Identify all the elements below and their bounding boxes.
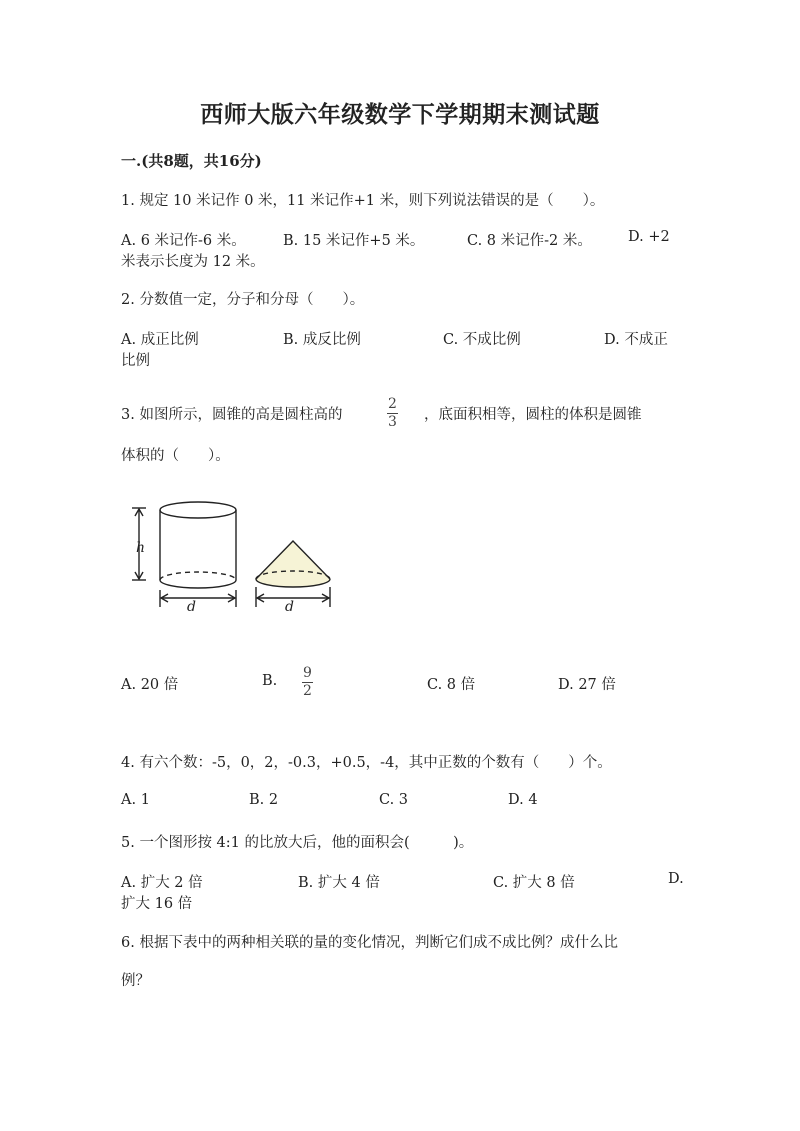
question-2-option-b: B. 成反比例 [283, 332, 361, 348]
question-3-option-a: A. 20 倍 [121, 677, 179, 693]
question-3-option-b-fraction [302, 666, 313, 699]
question-4-option-b: B. 2 [249, 792, 279, 808]
question-1-option-b: B. 15 米记作+5 米。 [283, 233, 425, 249]
question-4-option-c: C. 3 [379, 792, 409, 808]
question-1-stem: 1. 规定 10 米记作 0 米，11 米记作+1 米，则下列说法错误的是（ ）。 [121, 193, 605, 209]
question-4-stem: 4. 有六个数：-5，0，2，-0.3，+0.5，-4，其中正数的个数有（ ）个。 [121, 755, 612, 771]
question-5-option-b: B. 扩大 4 倍 [298, 875, 380, 891]
cylinder-diagram [132, 502, 236, 607]
question-2-option-d-continued: 比例 [121, 353, 150, 369]
question-4-option-a: A. 1 [121, 792, 150, 808]
fraction-denominator: 2 [303, 683, 312, 699]
question-3-option-d: D. 27 倍 [558, 677, 616, 693]
cylinder-cone-figure [120, 495, 350, 620]
cylinder-bottom-back [160, 572, 236, 580]
question-1-option-d-continued: 米表示长度为 12 米。 [121, 254, 265, 270]
fraction-numerator: 9 [303, 665, 312, 681]
cylinder-bottom-front [160, 580, 236, 588]
fraction-denominator: 3 [388, 414, 397, 430]
question-3-stem-line2: 体积的（ ）。 [121, 448, 230, 464]
question-3-stem-start: 3. 如图所示，圆锥的高是圆柱高的 [121, 407, 343, 423]
question-3-stem-end: ，底面积相等，圆柱的体积是圆锥 [424, 407, 642, 423]
cone-diameter-label: d [285, 599, 294, 615]
question-1-option-a: A. 6 米记作-6 米。 [121, 233, 246, 249]
question-5-option-c: C. 扩大 8 倍 [493, 875, 575, 891]
question-2-option-a: A. 成正比例 [121, 332, 199, 348]
page-title: 西师大版六年级数学下学期期末测试题 [200, 101, 600, 128]
cone-body [256, 541, 330, 587]
question-5-option-d-continued: 扩大 16 倍 [121, 896, 193, 912]
question-5-option-a: A. 扩大 2 倍 [121, 875, 203, 891]
question-1-option-c: C. 8 米记作-2 米。 [467, 233, 592, 249]
cylinder-diameter-label: d [187, 599, 196, 615]
section-header: 一.(共8题，共16分) [121, 152, 262, 170]
question-3-option-b: B. [262, 673, 278, 689]
question-5-stem: 5. 一个图形按 4:1 的比放大后，他的面积会( )。 [121, 835, 474, 851]
question-5-option-d: D. [668, 871, 684, 887]
question-6-stem-line2: 例？ [121, 973, 150, 989]
question-6-stem: 6. 根据下表中的两种相关联的量的变化情况，判断它们成不成比例？成什么比 [121, 935, 618, 951]
question-2-stem: 2. 分数值一定，分子和分母（ ）。 [121, 292, 365, 308]
question-4-option-d: D. 4 [508, 792, 538, 808]
fraction-numerator: 2 [388, 396, 397, 412]
question-2-option-c: C. 不成比例 [443, 332, 521, 348]
cone-diagram [256, 541, 330, 607]
question-3-option-c: C. 8 倍 [427, 677, 476, 693]
cylinder-top-ellipse [160, 502, 236, 518]
question-2-option-d: D. 不成正 [604, 332, 668, 348]
question-1-option-d: D. +2 [628, 229, 670, 245]
height-label: h [136, 540, 146, 556]
question-3-fraction [387, 397, 398, 430]
